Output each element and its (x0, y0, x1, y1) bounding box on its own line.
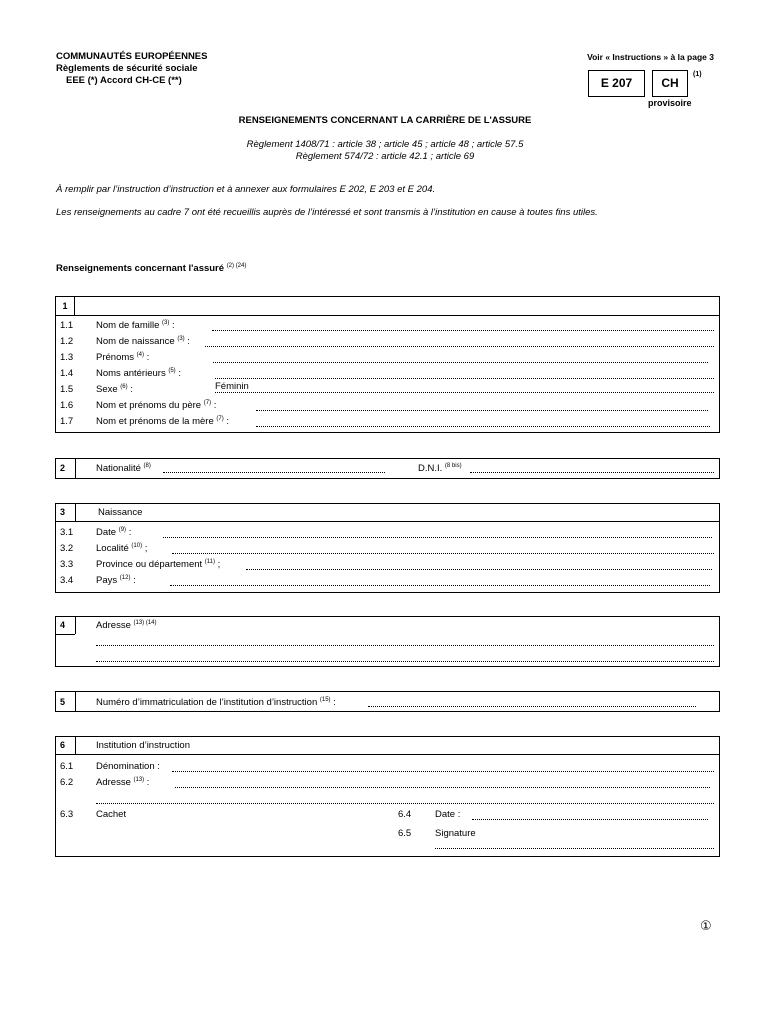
institution-address-field[interactable] (175, 787, 710, 788)
section-1-divider (55, 315, 720, 316)
provisional-label: provisoire (648, 98, 692, 108)
section-5-number: 5 (60, 697, 66, 707)
section-1-box (55, 296, 720, 433)
row-num-6-5: 6.5 (398, 828, 412, 839)
dni-label: D.N.I. $^{(8 bis)}$ (418, 463, 462, 474)
row-num-1-2: 1.2 (60, 336, 74, 347)
stamp-label: Cachet (96, 809, 127, 820)
institution-name-field[interactable] (172, 771, 714, 772)
row-label-6-2: Adresse $^{(13)}$ : (96, 777, 150, 788)
row-label-1-4: Noms antérieurs $^{(5)}$ : (96, 368, 181, 379)
section-6-number-divider (75, 736, 76, 754)
family-name-field[interactable] (212, 330, 714, 331)
row-num-1-3: 1.3 (60, 352, 74, 363)
section-1-number-box (55, 296, 75, 316)
form-code: E 207 (600, 76, 633, 90)
sex-value[interactable]: Féminin (215, 381, 249, 392)
address-line-2-field[interactable] (96, 661, 714, 662)
section-5-number-divider (75, 691, 76, 712)
row-label-1-2: Nom de naissance $^{(3)}$ : (96, 336, 190, 347)
row-num-6-2: 6.2 (60, 777, 74, 788)
row-num-1-5: 1.5 (60, 384, 74, 395)
institution-date-field[interactable] (472, 819, 708, 820)
country-note: (1) (693, 71, 702, 78)
section-4-number-underline (55, 634, 75, 635)
row-label-3-3: Province ou département $^{(11)}$ ; (96, 559, 221, 570)
dni-field[interactable] (470, 472, 714, 473)
date-label: Date : (435, 809, 461, 820)
section-6-number: 6 (60, 740, 66, 750)
institution-address-line-2-field[interactable] (96, 803, 714, 804)
org-agreement: EEE (*) Accord CH-CE (**) (66, 75, 182, 86)
sex-field[interactable] (215, 392, 714, 393)
org-name: COMMUNAUTÉS EUROPÉENNES (56, 51, 208, 62)
section-4-number-divider (75, 616, 76, 634)
row-label-6-1: Dénomination : (96, 761, 160, 772)
birth-name-field[interactable] (205, 346, 714, 347)
row-label-3-4: Pays $^{(12)}$ : (96, 575, 136, 586)
country-code: CH (661, 76, 679, 90)
birth-country-field[interactable] (170, 585, 710, 586)
section-6-divider (55, 754, 720, 755)
signature-label: Signature (435, 828, 476, 839)
section-3-box (55, 503, 720, 593)
row-num-3-3: 3.3 (60, 559, 74, 570)
section-4-title: Adresse $^{(13) (14)}$ (96, 620, 157, 631)
registration-number-label: Numéro d’immatriculation de l’institution d’instruction $^{(15)}$ : (96, 697, 336, 708)
mother-name-field[interactable] (256, 426, 710, 427)
section-2-number: 2 (60, 463, 66, 473)
section-2-box (55, 458, 720, 479)
form-code-box (588, 70, 645, 97)
row-label-1-5: Sexe $^{(6)}$ : (96, 384, 133, 395)
country-code-box (652, 70, 688, 97)
row-label-3-1: Date $^{(9)}$ : (96, 527, 132, 538)
see-instructions: Voir « Instructions » à la page 3 (587, 52, 714, 62)
nationality-field[interactable] (163, 472, 385, 473)
row-num-1-4: 1.4 (60, 368, 74, 379)
section-3-number: 3 (60, 507, 66, 517)
row-num-3-2: 3.2 (60, 543, 74, 554)
row-label-1-3: Prénoms $^{(4)}$ : (96, 352, 150, 363)
row-num-1-1: 1.1 (60, 320, 74, 331)
row-num-1-7: 1.7 (60, 416, 74, 427)
insured-heading-text: Renseignements concernant l'assuré (56, 263, 225, 274)
birth-province-field[interactable] (246, 569, 712, 570)
row-label-1-6: Nom et prénoms du père $^{(7)}$ : (96, 400, 217, 411)
org-regulation: Règlements de sécurité sociale (56, 63, 198, 74)
row-num-1-6: 1.6 (60, 400, 74, 411)
registration-number-field[interactable] (368, 706, 696, 707)
intro-paragraph-1: À remplir par l’instruction d’instruction et à annexer aux formulaires E 202, E 203 et E 204. (56, 184, 436, 195)
insured-heading-notes: (2) (24) (226, 263, 247, 269)
section-1-number: 1 (62, 301, 68, 311)
regulation-line-1: Règlement 1408/71 : article 38 ; article 45 ; article 48 ; article 57.5 (246, 139, 524, 150)
row-num-6-3: 6.3 (60, 809, 74, 820)
row-label-1-1: Nom de famille $^{(3)}$ : (96, 320, 175, 331)
row-num-3-1: 3.1 (60, 527, 74, 538)
nationality-label: Nationalité $^{(8)}$ (96, 463, 151, 474)
first-names-field[interactable] (213, 362, 708, 363)
row-num-6-4: 6.4 (398, 809, 412, 820)
former-names-field[interactable] (215, 378, 714, 379)
signature-field[interactable] (435, 848, 714, 849)
row-num-6-1: 6.1 (60, 761, 74, 772)
page-number-marker: ① (700, 918, 712, 933)
row-label-1-7: Nom et prénoms de la mère $^{(7)}$ : (96, 416, 230, 427)
birth-date-field[interactable] (163, 537, 712, 538)
intro-paragraph-2: Les renseignements au cadre 7 ont été recueillis auprès de l’intéressé et sont transmis à l’institution en cause à toutes fins utiles. (56, 207, 598, 218)
regulation-line-2: Règlement 574/72 : article 42.1 ; article 69 (295, 151, 475, 162)
row-label-3-2: Localité $^{(10)}$ ; (96, 543, 148, 554)
form-title: RENSEIGNEMENTS CONCERNANT LA CARRIÈRE DE L'ASSURE (238, 115, 532, 126)
insured-heading (56, 263, 246, 274)
section-4-number: 4 (60, 620, 66, 630)
father-name-field[interactable] (256, 410, 708, 411)
birth-locality-field[interactable] (172, 553, 714, 554)
row-num-3-4: 3.4 (60, 575, 74, 586)
section-3-title: Naissance (98, 507, 143, 518)
address-line-1-field[interactable] (96, 645, 714, 646)
section-6-title: Institution d’instruction (96, 740, 190, 751)
section-3-number-divider (75, 503, 76, 521)
section-3-divider (55, 521, 720, 522)
section-2-number-divider (75, 458, 76, 479)
